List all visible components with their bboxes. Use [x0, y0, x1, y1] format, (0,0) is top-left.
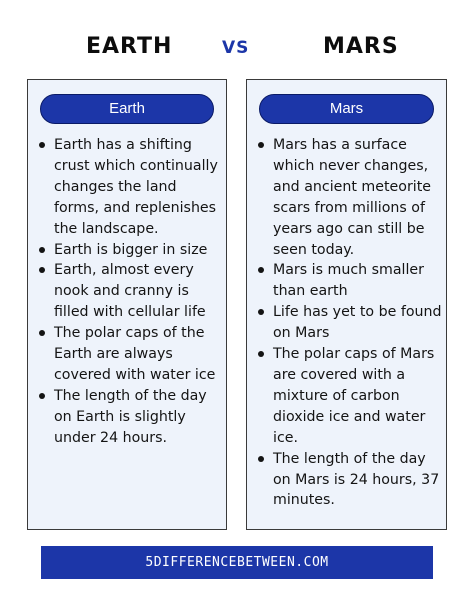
- mars-panel: [246, 79, 447, 530]
- mars-title: MARS: [323, 34, 399, 59]
- mars-point: The length of the day on Mars is 24 hours, 37 minutes.: [255, 449, 442, 512]
- earth-heading-pill: Earth: [40, 94, 214, 124]
- earth-panel: [27, 79, 227, 530]
- earth-point-list: [36, 135, 222, 449]
- earth-point: Earth has a shifting crust which continually changes the land forms, and replenishes the landscape.: [36, 135, 222, 240]
- earth-title: EARTH: [86, 34, 173, 59]
- earth-point: Earth is bigger in size: [36, 240, 222, 261]
- mars-heading-pill: Mars: [259, 94, 434, 124]
- website-footer-banner[interactable]: 5DIFFERENCEBETWEEN.COM: [41, 546, 433, 579]
- mars-point: Mars has a surface which never changes, and ancient meteorite scars from millions of years ago can still be seen today.: [255, 135, 442, 260]
- mars-point-list: [255, 135, 442, 511]
- mars-point: Life has yet to be found on Mars: [255, 302, 442, 344]
- mars-point: The polar caps of Mars are covered with a mixture of carbon dioxide ice and water ice.: [255, 344, 442, 449]
- earth-point: The length of the day on Earth is slightly under 24 hours.: [36, 386, 222, 449]
- earth-point: The polar caps of the Earth are always covered with water ice: [36, 323, 222, 386]
- mars-point: Mars is much smaller than earth: [255, 260, 442, 302]
- vs-label: VS: [222, 38, 250, 58]
- earth-point: Earth, almost every nook and cranny is filled with cellular life: [36, 260, 222, 323]
